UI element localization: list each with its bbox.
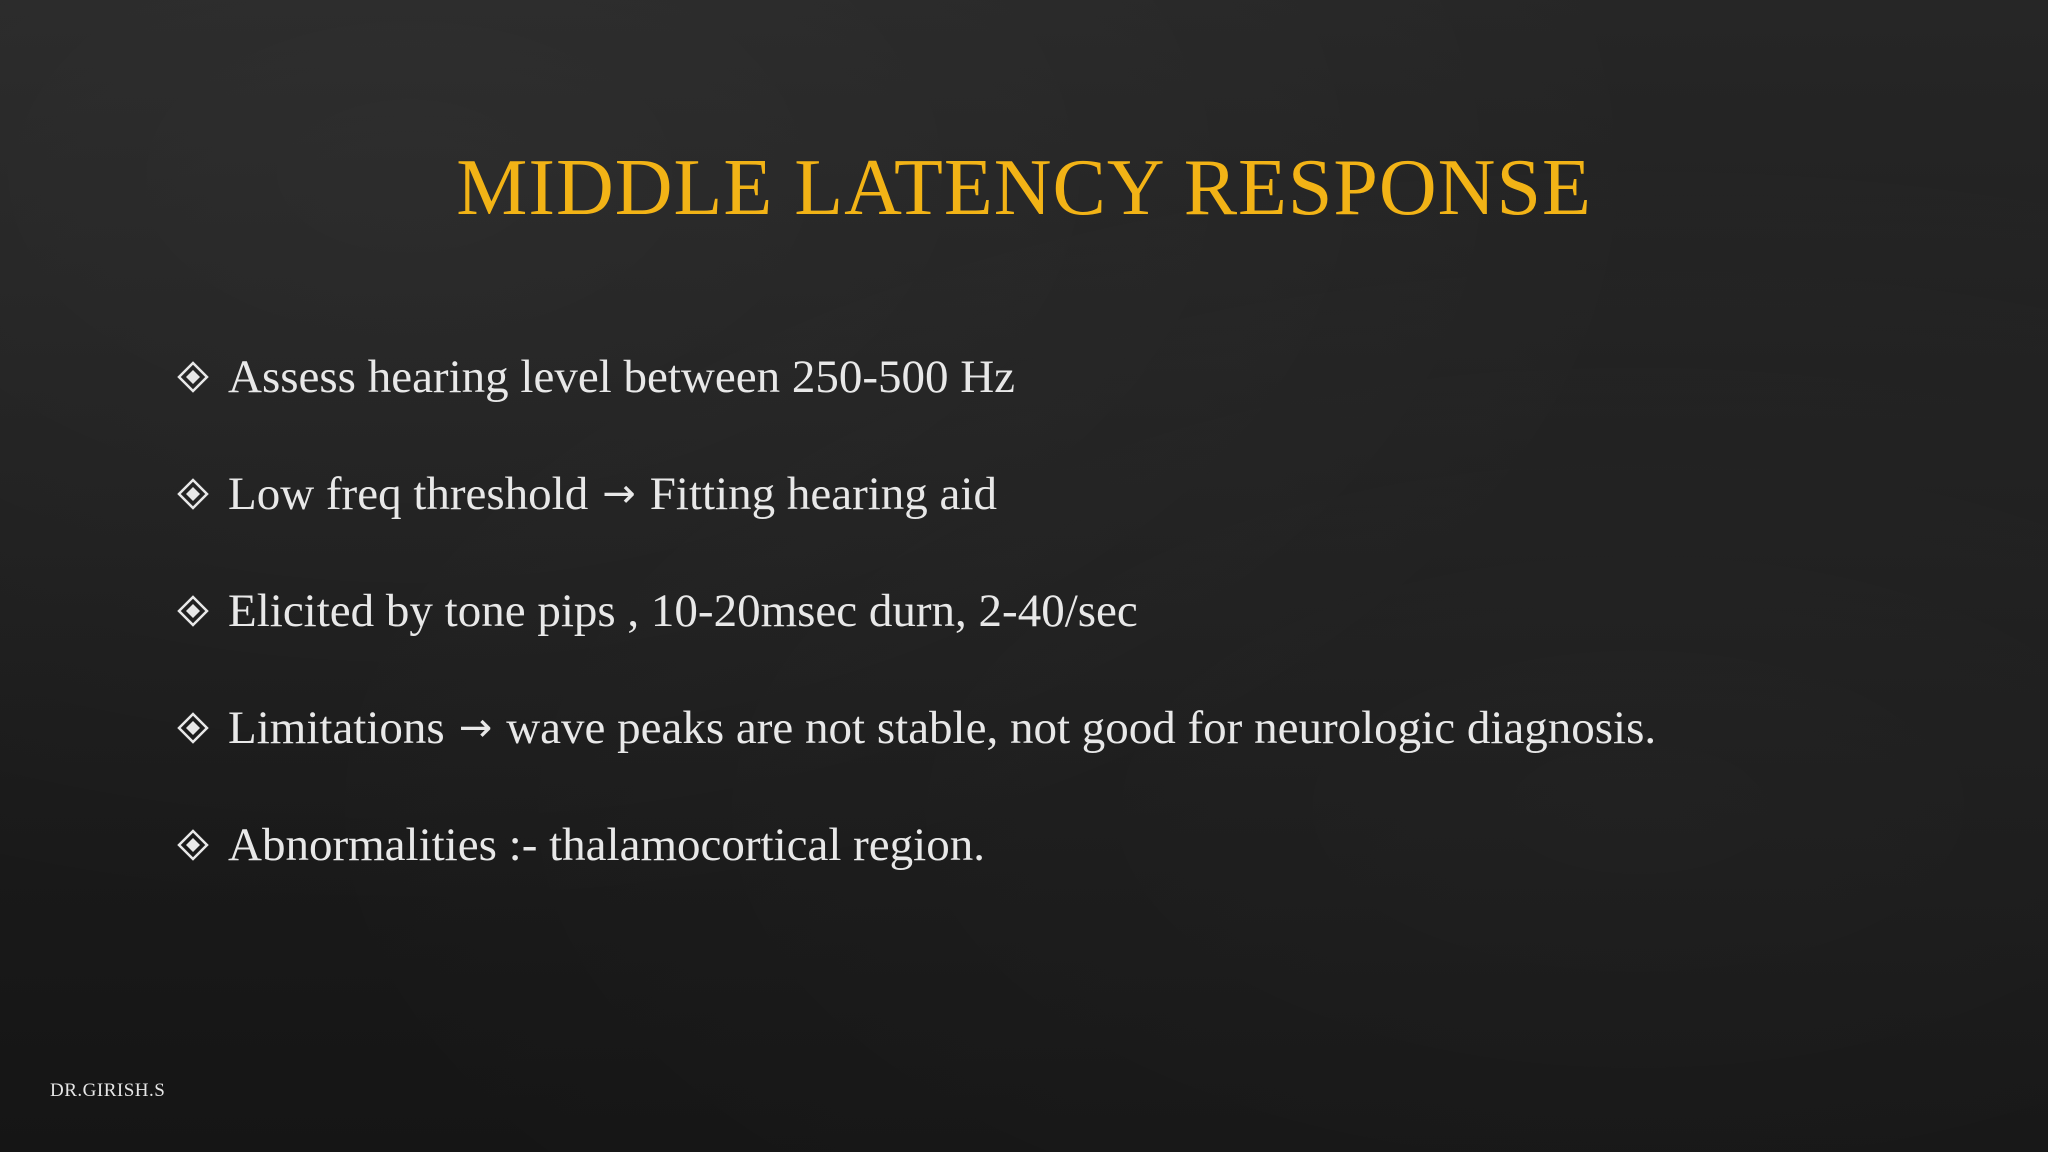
bullet-item [176,669,1996,786]
bullet-text-after: wave peaks are not stable, not good for neurologic diagnosis. [506,701,1657,754]
bullet-item [176,552,1996,669]
slide-title: MIDDLE LATENCY RESPONSE [456,144,1592,232]
bullet-item [176,318,1996,435]
bullet-text: Elicited by tone pips , 10-20msec durn, 2-40/sec [228,584,1138,637]
diamond-bullet-icon [176,360,210,394]
bullet-text-after: Fitting hearing aid [649,467,997,520]
bullet-item [176,786,1996,903]
bullet-text: Assess hearing level between 250-500 Hz [228,350,1016,403]
bullet-item [176,435,1996,552]
diamond-bullet-icon [176,711,210,745]
bullet-text: Abnormalities :- thalamocortical region. [228,818,985,871]
diamond-bullet-icon [176,594,210,628]
diamond-bullet-icon [176,828,210,862]
right-arrow-icon: → [602,470,636,517]
author-footer: DR.GIRISH.S [50,1080,166,1101]
diamond-bullet-icon [176,477,210,511]
bullet-text-before: Low freq threshold [228,467,589,520]
right-arrow-icon: → [458,704,493,751]
bullet-text-before: Limitations [228,701,445,754]
bullet-list [176,318,1996,903]
